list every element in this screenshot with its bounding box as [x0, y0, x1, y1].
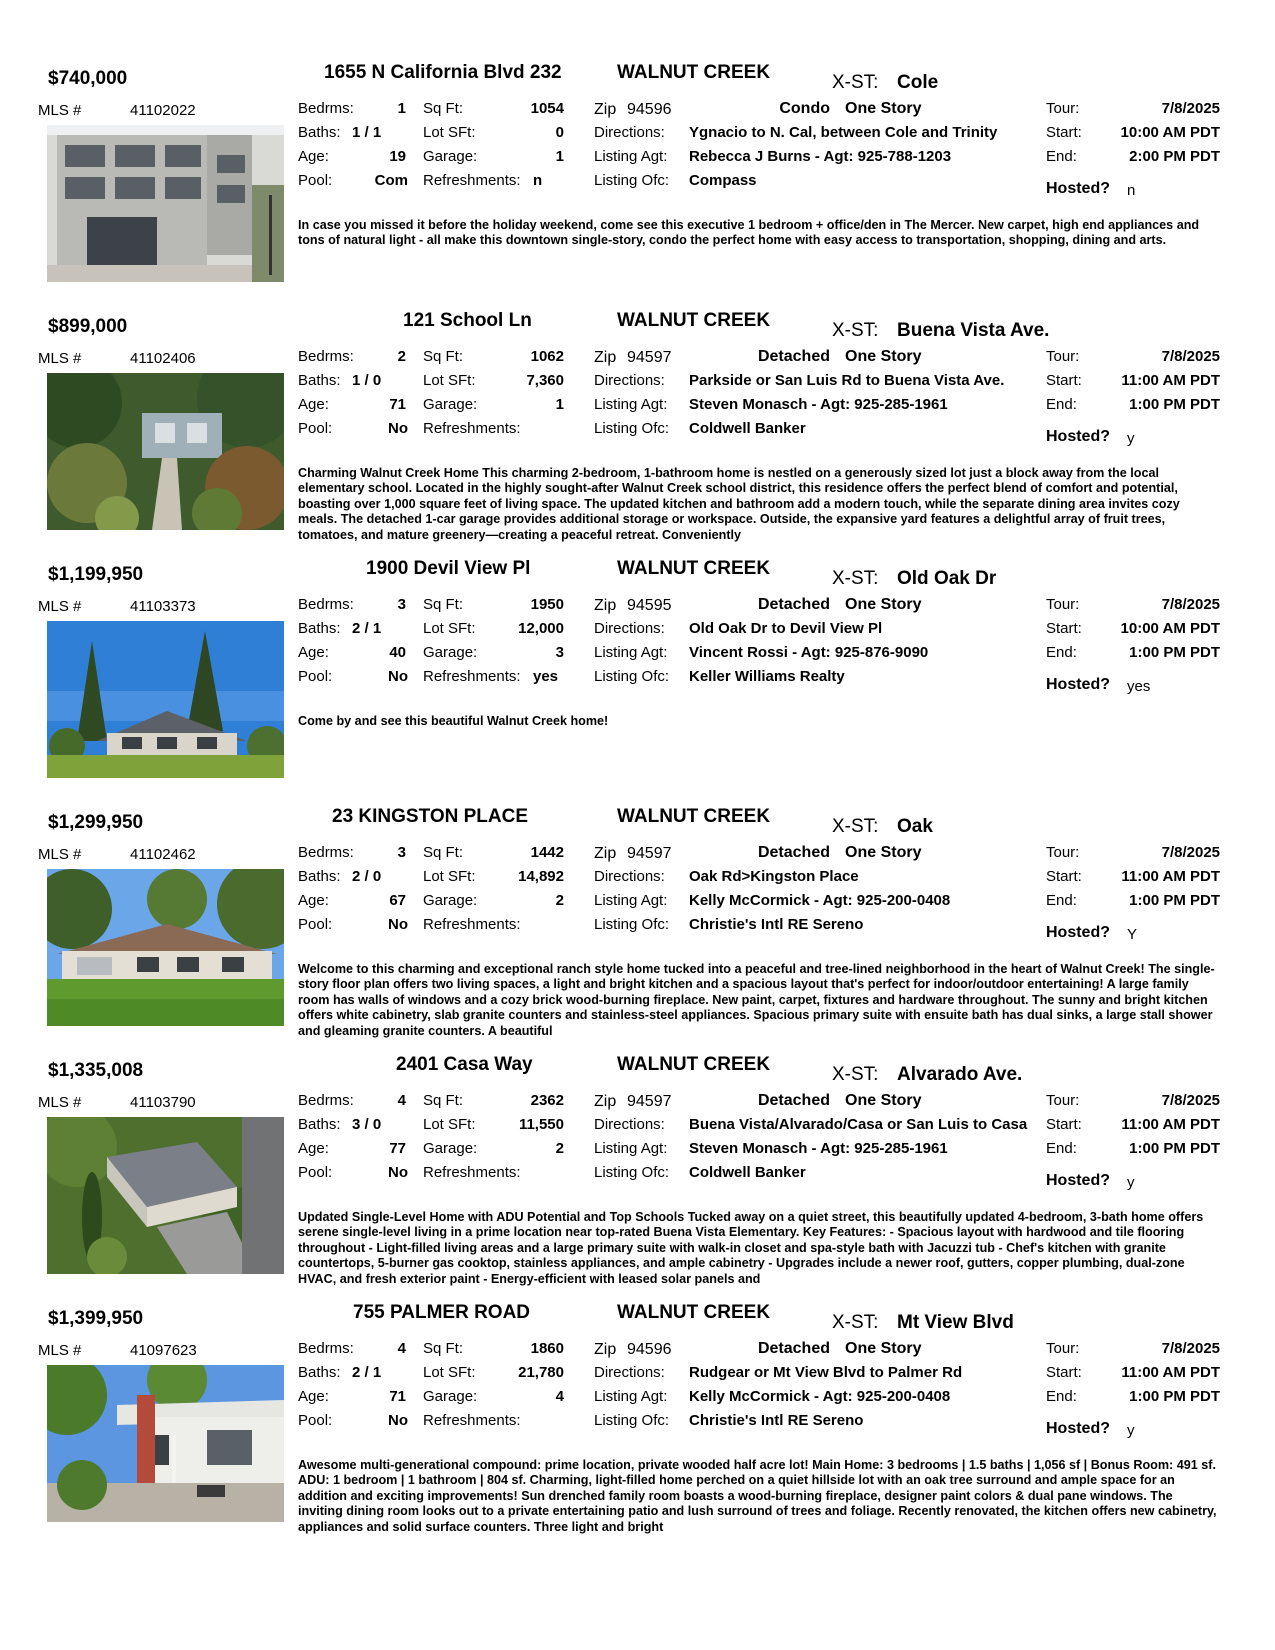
pool-label: Pool:: [298, 916, 333, 933]
refreshments-label: Refreshments:: [423, 420, 521, 437]
garage-label: Garage:: [423, 644, 478, 661]
start-label: Start:: [1046, 1116, 1082, 1133]
baths-label: Baths:: [298, 124, 341, 141]
end-time: 1:00 PM PDT: [1129, 396, 1220, 413]
start-label: Start:: [1046, 868, 1082, 885]
sqft-value: 1054: [530, 100, 564, 117]
office-value: Keller Williams Realty: [689, 668, 845, 685]
pool-value: No: [388, 420, 408, 437]
garage-label: Garage:: [423, 1388, 478, 1405]
hosted-value: Y: [1127, 926, 1138, 943]
start-time: 11:00 AM PDT: [1121, 868, 1220, 885]
zip-value: 94597: [627, 1093, 672, 1110]
lot-value: 11,550: [518, 1116, 564, 1133]
refreshments-label: Refreshments:: [423, 916, 521, 933]
end-label: End:: [1046, 892, 1077, 909]
hosted-value: yes: [1127, 678, 1151, 695]
start-time: 11:00 AM PDT: [1121, 1116, 1220, 1133]
lot-value: 12,000: [518, 620, 564, 637]
tour-label: Tour:: [1046, 100, 1080, 117]
end-label: End:: [1046, 1140, 1077, 1157]
directions-label: Directions:: [594, 124, 665, 141]
property-type: Detached: [757, 348, 830, 365]
listing-price: $899,000: [48, 316, 128, 337]
garage-value: 4: [555, 1388, 564, 1405]
zip-label: Zip: [594, 101, 617, 118]
tour-label: Tour:: [1046, 844, 1080, 861]
agent-value: Vincent Rossi - Agt: 925-876-9090: [689, 644, 929, 661]
lot-label: Lot SFt:: [423, 1116, 476, 1133]
listing-address: 1655 N California Blvd 232: [324, 62, 562, 83]
listing-price: $1,199,950: [48, 564, 144, 585]
property-type: Condo: [779, 100, 830, 117]
agent-value: Rebecca J Burns - Agt: 925-788-1203: [689, 148, 952, 165]
bedrooms-value: 3: [397, 844, 406, 861]
bedrooms-label: Bedrms:: [298, 1340, 354, 1357]
agent-label: Listing Agt:: [594, 1388, 668, 1405]
baths-value: 1 / 0: [352, 372, 382, 389]
listing-address: 1900 Devil View Pl: [366, 558, 531, 579]
pool-label: Pool:: [298, 1164, 333, 1181]
pool-value: Com: [374, 172, 408, 189]
lot-label: Lot SFt:: [423, 620, 476, 637]
cross-street-value: Oak: [897, 816, 933, 837]
property-style: One Story: [845, 1092, 922, 1109]
property-style: One Story: [845, 1340, 922, 1357]
agent-label: Listing Agt:: [594, 396, 668, 413]
bedrooms-value: 3: [397, 596, 406, 613]
property-style: One Story: [845, 348, 922, 365]
bedrooms-value: 4: [397, 1340, 406, 1357]
sqft-label: Sq Ft:: [423, 100, 464, 117]
age-value: 77: [389, 1140, 406, 1157]
listing-city: WALNUT CREEK: [617, 558, 771, 579]
zip-value: 94596: [627, 1341, 672, 1358]
cross-street-label: X-ST:: [832, 320, 879, 341]
pool-value: No: [388, 1412, 408, 1429]
end-time: 1:00 PM PDT: [1129, 1388, 1220, 1405]
bedrooms-label: Bedrms:: [298, 100, 354, 117]
listing-price: $740,000: [48, 68, 128, 89]
agent-value: Kelly McCormick - Agt: 925-200-0408: [689, 1388, 951, 1405]
bedrooms-label: Bedrms:: [298, 596, 354, 613]
refreshments-label: Refreshments:: [423, 668, 521, 685]
age-value: 19: [389, 148, 406, 165]
refreshments-label: Refreshments:: [423, 1412, 521, 1429]
pool-value: No: [388, 1164, 408, 1181]
baths-label: Baths:: [298, 868, 341, 885]
tour-date: 7/8/2025: [1161, 1340, 1220, 1357]
hosted-label: Hosted?: [1046, 676, 1110, 693]
pool-value: No: [388, 668, 408, 685]
listing-address: 755 PALMER ROAD: [353, 1302, 531, 1323]
directions-label: Directions:: [594, 372, 665, 389]
pool-label: Pool:: [298, 668, 333, 685]
bedrooms-label: Bedrms:: [298, 844, 354, 861]
hosted-label: Hosted?: [1046, 1172, 1110, 1189]
bedrooms-label: Bedrms:: [298, 1092, 354, 1109]
zip-label: Zip: [594, 845, 617, 862]
cross-street-label: X-ST:: [832, 568, 879, 589]
age-label: Age:: [298, 1140, 329, 1157]
lot-label: Lot SFt:: [423, 124, 476, 141]
start-time: 10:00 AM PDT: [1120, 620, 1220, 637]
mls-label: MLS #: [38, 846, 82, 863]
mls-number: 41097623: [130, 1342, 197, 1359]
garage-label: Garage:: [423, 148, 478, 165]
cross-street-label: X-ST:: [832, 1312, 879, 1333]
listing-address: 23 KINGSTON PLACE: [332, 806, 529, 827]
age-label: Age:: [298, 1388, 329, 1405]
end-label: End:: [1046, 644, 1077, 661]
hosted-value: y: [1127, 1174, 1135, 1191]
tour-label: Tour:: [1046, 348, 1080, 365]
directions-label: Directions:: [594, 868, 665, 885]
listing-description: Welcome to this charming and exceptional ranch style home tucked into a peaceful and tree-lined neighborhood in the heart of Walnut Creek! The single-story floor plan offers two living spaces, a light and bright kitchen and a spacious layout that's perfect for indoor/outdoor entertaining! A large family room has walls of windows and a cozy brick wood-burning fireplace. New paint, carpet, fixtures and hardware throughout. The sunny and bright kitchen offers white cabinetry, slab granite counters and stainless-steel appliances. Spacious primary suite with ensuite bath has dual sinks, a large stall shower and gleaming granite counters. A beautiful: [298, 962, 1215, 1038]
sqft-value: 1950: [530, 596, 564, 613]
start-label: Start:: [1046, 372, 1082, 389]
refreshments-label: Refreshments:: [423, 172, 521, 189]
listing-photo: [47, 621, 284, 778]
age-label: Age:: [298, 148, 329, 165]
tour-date: 7/8/2025: [1161, 100, 1220, 117]
office-label: Listing Ofc:: [594, 916, 670, 933]
listing-card: [0, 1050, 1275, 1298]
mls-label: MLS #: [38, 102, 82, 119]
listing-price: $1,335,008: [48, 1060, 144, 1081]
garage-label: Garage:: [423, 892, 478, 909]
listing-description: Awesome multi-generational compound: prime location, private wooded half acre lot! Main Home: 3 bedrooms | 1.5 baths | 1,056 sf | Bonus Room: 491 sf. ADU: 1 bedroom | 1 bathroom | 804 sf. Charming, light-filled home perched on a quiet hillside lot with an oak tree surround and ample space for an addition and exciting improvements! Sun drenched family room boasts a wood-burning fireplace, designer paint colors & dual pane windows. The inviting dining room looks out to a private entertaining patio and lush surround of trees and foliage. Recently renovated, the kitchen offers new cabinetry, appliances and solid surface counters. Three light and bright: [298, 1458, 1217, 1534]
directions-label: Directions:: [594, 1116, 665, 1133]
tour-date: 7/8/2025: [1161, 596, 1220, 613]
sqft-label: Sq Ft:: [423, 1340, 464, 1357]
directions-value: Rudgear or Mt View Blvd to Palmer Rd: [689, 1364, 963, 1381]
sqft-label: Sq Ft:: [423, 1092, 464, 1109]
end-label: End:: [1046, 148, 1077, 165]
listing-city: WALNUT CREEK: [617, 806, 771, 827]
property-type: Detached: [757, 844, 830, 861]
directions-label: Directions:: [594, 620, 665, 637]
end-time: 1:00 PM PDT: [1129, 1140, 1220, 1157]
tour-date: 7/8/2025: [1161, 1092, 1220, 1109]
end-time: 1:00 PM PDT: [1129, 892, 1220, 909]
sqft-label: Sq Ft:: [423, 844, 464, 861]
office-value: Christie's Intl RE Sereno: [689, 916, 864, 933]
directions-value: Ygnacio to N. Cal, between Cole and Trinity: [689, 124, 998, 141]
end-label: End:: [1046, 396, 1077, 413]
sqft-label: Sq Ft:: [423, 348, 464, 365]
zip-label: Zip: [594, 1341, 617, 1358]
cross-street-value: Cole: [897, 72, 939, 93]
garage-value: 2: [555, 1140, 564, 1157]
listing-photo: [47, 373, 284, 530]
agent-label: Listing Agt:: [594, 644, 668, 661]
listing-photo: [47, 869, 284, 1026]
directions-value: Old Oak Dr to Devil View Pl: [689, 620, 883, 637]
baths-value: 2 / 1: [352, 620, 382, 637]
listing-city: WALNUT CREEK: [617, 310, 771, 331]
hosted-value: y: [1127, 430, 1135, 447]
tour-label: Tour:: [1046, 1092, 1080, 1109]
sqft-label: Sq Ft:: [423, 596, 464, 613]
mls-label: MLS #: [38, 1094, 82, 1111]
baths-label: Baths:: [298, 372, 341, 389]
garage-value: 1: [555, 396, 564, 413]
sqft-value: 1860: [530, 1340, 564, 1357]
property-type: Detached: [757, 1092, 830, 1109]
bedrooms-value: 2: [397, 348, 406, 365]
agent-label: Listing Agt:: [594, 1140, 668, 1157]
cross-street-label: X-ST:: [832, 816, 879, 837]
sqft-value: 2362: [530, 1092, 564, 1109]
listing-description: Charming Walnut Creek Home This charming 2-bedroom, 1-bathroom home is nestled on a generously sized lot just a block away from the local elementary school. Located in the highly sought-after Walnut Creek school district, this residence offers the perfect blend of comfort and potential, boasting over 1,000 square feet of living space. The updated kitchen and bathroom add a modern touch, while the separate dining area invites cozy meals. The detached 1-car garage provides additional storage or workspace. Outside, the expansive yard features a delightful array of fruit trees, tomatoes, and mature greenery—creating a peaceful retreat. Conveniently: [298, 466, 1180, 542]
sqft-value: 1442: [530, 844, 564, 861]
office-label: Listing Ofc:: [594, 172, 670, 189]
end-time: 2:00 PM PDT: [1129, 148, 1220, 165]
mls-number: 41102022: [130, 102, 196, 119]
garage-label: Garage:: [423, 1140, 478, 1157]
start-time: 11:00 AM PDT: [1121, 1364, 1220, 1381]
pool-label: Pool:: [298, 1412, 333, 1429]
directions-value: Parkside or San Luis Rd to Buena Vista Ave.: [689, 372, 1005, 389]
mls-number: 41103790: [130, 1094, 196, 1111]
tour-label: Tour:: [1046, 1340, 1080, 1357]
listing-city: WALNUT CREEK: [617, 1054, 771, 1075]
garage-value: 2: [555, 892, 564, 909]
office-value: Christie's Intl RE Sereno: [689, 1412, 864, 1429]
cross-street-value: Old Oak Dr: [897, 568, 997, 589]
baths-value: 1 / 1: [352, 124, 382, 141]
garage-value: 1: [555, 148, 564, 165]
baths-label: Baths:: [298, 1116, 341, 1133]
baths-value: 3 / 0: [352, 1116, 382, 1133]
garage-value: 3: [555, 644, 564, 661]
listing-photo: [47, 125, 284, 282]
age-label: Age:: [298, 644, 329, 661]
listing-city: WALNUT CREEK: [617, 62, 771, 83]
lot-value: 14,892: [518, 868, 564, 885]
pool-label: Pool:: [298, 172, 333, 189]
age-value: 71: [389, 1388, 406, 1405]
directions-value: Buena Vista/Alvarado/Casa or San Luis to Casa: [689, 1116, 1028, 1133]
pool-label: Pool:: [298, 420, 333, 437]
listing-card: [0, 306, 1275, 554]
cross-street-label: X-ST:: [832, 1064, 879, 1085]
listing-description: Come by and see this beautiful Walnut Creek home!: [298, 714, 609, 728]
start-time: 11:00 AM PDT: [1121, 372, 1220, 389]
hosted-label: Hosted?: [1046, 1420, 1110, 1437]
listing-card: [0, 1298, 1275, 1546]
baths-value: 2 / 0: [352, 868, 382, 885]
listing-address: 2401 Casa Way: [396, 1054, 533, 1075]
agent-label: Listing Agt:: [594, 892, 668, 909]
hosted-label: Hosted?: [1046, 924, 1110, 941]
age-label: Age:: [298, 396, 329, 413]
baths-value: 2 / 1: [352, 1364, 382, 1381]
tour-date: 7/8/2025: [1161, 348, 1220, 365]
lot-value: 7,360: [526, 372, 564, 389]
listing-address: 121 School Ln: [403, 310, 532, 331]
listing-city: WALNUT CREEK: [617, 1302, 771, 1323]
property-type: Detached: [757, 596, 830, 613]
bedrooms-label: Bedrms:: [298, 348, 354, 365]
listing-photo: [47, 1365, 284, 1522]
start-label: Start:: [1046, 124, 1082, 141]
hosted-label: Hosted?: [1046, 428, 1110, 445]
garage-label: Garage:: [423, 396, 478, 413]
zip-label: Zip: [594, 349, 617, 366]
start-label: Start:: [1046, 620, 1082, 637]
bedrooms-value: 1: [397, 100, 406, 117]
age-value: 67: [389, 892, 406, 909]
listing-photo: [47, 1117, 284, 1274]
tour-label: Tour:: [1046, 596, 1080, 613]
zip-label: Zip: [594, 1093, 617, 1110]
agent-value: Kelly McCormick - Agt: 925-200-0408: [689, 892, 951, 909]
directions-value: Oak Rd>Kingston Place: [689, 868, 859, 885]
hosted-value: n: [1127, 182, 1136, 199]
mls-number: 41102462: [130, 846, 196, 863]
pool-value: No: [388, 916, 408, 933]
cross-street-value: Buena Vista Ave.: [897, 320, 1050, 341]
cross-street-value: Mt View Blvd: [897, 1312, 1014, 1333]
mls-label: MLS #: [38, 1342, 82, 1359]
office-label: Listing Ofc:: [594, 1164, 670, 1181]
listing-description: Updated Single-Level Home with ADU Potential and Top Schools Tucked away on a quiet street, this beautifully updated 4-bedroom, 3-bath home offers serene single-level living in a prime location near top-rated Buena Vista Elementary. Key Features: - Spacious layout with hardwood and tile flooring throughout - Light-filled living areas and a large primary suite with walk-in closet and spa-style bath with Jacuzzi tub - Chef's kitchen with granite countertops, 5-burner gas cooktop, stainless appliances, and ample cabinetry - Upgrades include a newer roof, gutters, copper plumbing, dual-zone HVAC, and fresh exterior paint - Energy-efficient with leased solar panels and: [298, 1210, 1204, 1286]
start-time: 10:00 AM PDT: [1120, 124, 1220, 141]
directions-label: Directions:: [594, 1364, 665, 1381]
property-style: One Story: [845, 596, 922, 613]
cross-street-label: X-ST:: [832, 72, 879, 93]
age-label: Age:: [298, 892, 329, 909]
age-value: 40: [389, 644, 406, 661]
agent-value: Steven Monasch - Agt: 925-285-1961: [689, 396, 948, 413]
property-style: One Story: [845, 844, 922, 861]
lot-value: 21,780: [518, 1364, 564, 1381]
listing-card: [0, 58, 1275, 306]
bedrooms-value: 4: [397, 1092, 406, 1109]
zip-value: 94597: [627, 349, 672, 366]
lot-label: Lot SFt:: [423, 868, 476, 885]
age-value: 71: [389, 396, 406, 413]
end-time: 1:00 PM PDT: [1129, 644, 1220, 661]
baths-label: Baths:: [298, 620, 341, 637]
listing-price: $1,299,950: [48, 812, 144, 833]
lot-label: Lot SFt:: [423, 1364, 476, 1381]
end-label: End:: [1046, 1388, 1077, 1405]
agent-label: Listing Agt:: [594, 148, 668, 165]
zip-value: 94595: [627, 597, 672, 614]
baths-label: Baths:: [298, 1364, 341, 1381]
listing-card: [0, 802, 1275, 1050]
zip-label: Zip: [594, 597, 617, 614]
sqft-value: 1062: [530, 348, 564, 365]
agent-value: Steven Monasch - Agt: 925-285-1961: [689, 1140, 948, 1157]
office-value: Coldwell Banker: [689, 420, 806, 437]
refreshments-value: n: [533, 172, 543, 189]
zip-value: 94596: [627, 101, 672, 118]
hosted-label: Hosted?: [1046, 180, 1110, 197]
mls-label: MLS #: [38, 598, 82, 615]
office-label: Listing Ofc:: [594, 1412, 670, 1429]
refreshments-value: yes: [533, 668, 559, 685]
zip-value: 94597: [627, 845, 672, 862]
tour-date: 7/8/2025: [1161, 844, 1220, 861]
mls-number: 41102406: [130, 350, 196, 367]
property-style: One Story: [845, 100, 922, 117]
office-value: Compass: [689, 172, 757, 189]
mls-label: MLS #: [38, 350, 82, 367]
listing-description: In case you missed it before the holiday weekend, come see this executive 1 bedroom + office/den in The Mercer. New carpet, high end appliances and tons of natural light - all make this downtown single-story, condo the perfect home with easy access to transportation, shopping, dining and arts.: [298, 218, 1200, 248]
office-label: Listing Ofc:: [594, 420, 670, 437]
listing-card: [0, 554, 1275, 802]
property-type: Detached: [757, 1340, 830, 1357]
lot-label: Lot SFt:: [423, 372, 476, 389]
mls-number: 41103373: [130, 598, 196, 615]
refreshments-label: Refreshments:: [423, 1164, 521, 1181]
start-label: Start:: [1046, 1364, 1082, 1381]
hosted-value: y: [1127, 1422, 1135, 1439]
cross-street-value: Alvarado Ave.: [897, 1064, 1023, 1085]
lot-value: 0: [555, 124, 564, 141]
office-value: Coldwell Banker: [689, 1164, 806, 1181]
office-label: Listing Ofc:: [594, 668, 670, 685]
listing-price: $1,399,950: [48, 1308, 144, 1329]
